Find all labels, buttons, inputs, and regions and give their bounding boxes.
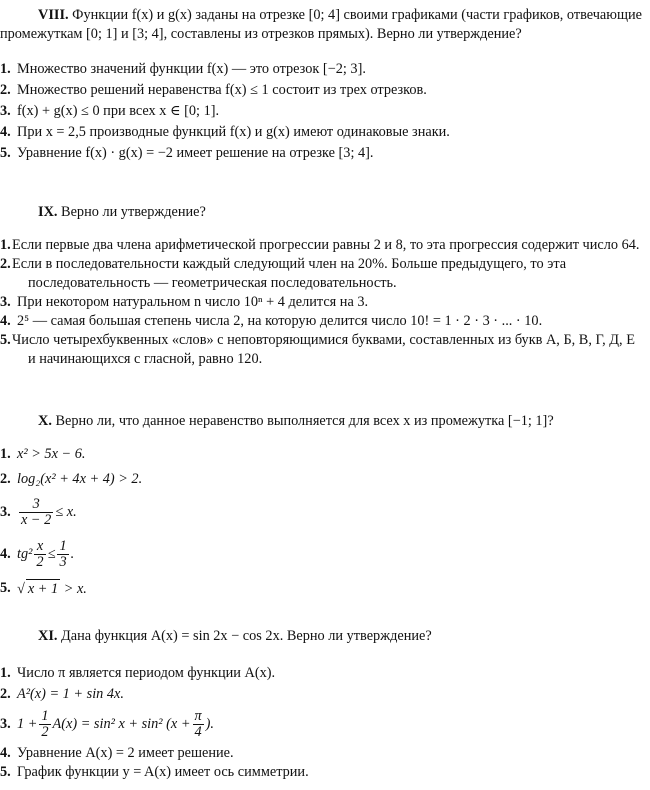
section-heading-text: Дана функция A(x) = sin 2x − cos 2x. Верно ли утверждение? <box>61 628 432 644</box>
section-numeral: VIII. <box>38 7 69 23</box>
section-heading-text: Верно ли, что данное неравенство выполняется для всех x из промежутка [−1; 1]? <box>55 413 554 429</box>
section-heading-text: Верно ли утверждение? <box>61 204 206 220</box>
item-number: 2. <box>0 82 11 98</box>
fraction-denominator: 2 <box>41 723 49 740</box>
item-text: Множество решений неравенства f(x) ≤ 1 состоит из трех отрезков. <box>17 82 427 98</box>
section-heading <box>0 412 642 431</box>
item-text: График функции y = A(x) имеет ось симметрии. <box>17 764 309 780</box>
fraction <box>57 539 68 570</box>
statement-list <box>0 60 642 163</box>
item-text: > x. <box>63 581 87 597</box>
item-text: ≤ <box>47 545 56 562</box>
item-number: 2. <box>0 471 11 487</box>
item-number: 1. <box>0 237 11 253</box>
list-item <box>0 704 642 744</box>
fraction-denominator: 2 <box>36 553 44 570</box>
list-item <box>0 144 642 163</box>
item-text: log₂(x² + 4x + 4) > 2. <box>17 471 143 487</box>
fraction-numerator: 1 <box>41 707 49 724</box>
list-item <box>0 123 642 142</box>
fraction <box>34 539 45 570</box>
section-numeral: XI. <box>38 628 58 644</box>
list-item <box>0 685 642 704</box>
section-viii <box>0 6 642 163</box>
item-number: 5. <box>0 145 11 161</box>
item-number: 3. <box>0 716 11 732</box>
section-x <box>0 412 642 599</box>
fraction <box>19 497 53 528</box>
item-number: 5. <box>0 332 11 348</box>
list-item <box>0 293 642 312</box>
list-item <box>0 331 642 369</box>
item-number: 1. <box>0 446 11 462</box>
item-number: 1. <box>0 665 11 681</box>
section-ix <box>0 203 642 369</box>
section-heading-text: Функции f(x) и g(x) заданы на отрезке [0; 4] своими графиками (части графиков, отвечающие промежуткам [0; 1] и [3; 4], составлены из отрезков прямых). Верно ли утверждение? <box>0 7 642 42</box>
item-number: 5. <box>0 764 11 780</box>
list-item <box>0 102 642 121</box>
item-text: Уравнение A(x) = 2 имеет решение. <box>17 745 234 761</box>
statement-list <box>0 664 642 782</box>
list-item <box>0 470 642 489</box>
section-heading <box>0 203 642 222</box>
item-text: Если первые два члена арифметической прогрессии равны 2 и 8, то эта прогрессия содержит число 64. <box>12 237 640 253</box>
fraction-numerator: 1 <box>59 537 67 554</box>
fraction-numerator: π <box>194 707 202 724</box>
item-text: Если в последовательности каждый следующий член на 20%. Больше предыдущего, то эта последовательность — геометрическая последовательность. <box>12 256 567 291</box>
item-text: Уравнение f(x) · g(x) = −2 имеет решение на отрезке [3; 4]. <box>17 145 374 161</box>
list-item <box>0 312 642 331</box>
section-heading <box>0 6 642 44</box>
item-number: 2. <box>0 686 11 702</box>
section-numeral: IX. <box>38 204 58 220</box>
sqrt-radicand: x + 1 <box>27 581 59 597</box>
fraction-denominator: 3 <box>59 553 67 570</box>
item-text: 1 + <box>17 715 38 732</box>
item-text: При некотором натуральном n число 10ⁿ + 4 делится на 3. <box>17 294 369 310</box>
list-item <box>0 445 642 464</box>
section-xi <box>0 627 642 782</box>
fraction <box>193 709 204 740</box>
list-item <box>0 533 642 575</box>
item-number: 1. <box>0 61 11 77</box>
item-text: Число четырехбуквенных «слов» с неповторяющимися буквами, составленных из букв А, Б, В, Г, Д, Е и начинающихся с гласной, равно 120. <box>12 332 635 367</box>
section-heading <box>0 627 642 646</box>
item-text: x² > 5x − 6. <box>17 446 86 462</box>
fraction-denominator: 4 <box>194 723 202 740</box>
item-number: 5. <box>0 580 11 596</box>
item-text: . <box>70 545 75 562</box>
item-number: 2. <box>0 256 11 272</box>
list-item <box>0 744 642 763</box>
list-item <box>0 60 642 79</box>
item-text: A(x) = sin² x + sin² (x + <box>52 715 191 732</box>
fraction-denominator: x − 2 <box>21 511 52 528</box>
item-number: 3. <box>0 294 11 310</box>
statement-list <box>0 236 642 369</box>
item-text: Множество значений функции f(x) — это отрезок [−2; 3]. <box>17 61 366 77</box>
list-item <box>0 491 642 533</box>
section-numeral: X. <box>38 413 52 429</box>
list-item <box>0 81 642 100</box>
list-item <box>0 579 642 599</box>
list-item <box>0 763 642 782</box>
item-number: 4. <box>0 124 11 140</box>
list-item <box>0 236 642 255</box>
item-text: A²(x) = 1 + sin 4x. <box>17 686 124 702</box>
item-text: tg² <box>17 545 33 562</box>
item-number: 3. <box>0 504 11 520</box>
item-text: 2⁵ — самая большая степень числа 2, на которую делится число 10! = 1 · 2 · 3 · ... · 10. <box>17 313 543 329</box>
statement-list <box>0 445 642 599</box>
item-text: При x = 2,5 производные функций f(x) и g(x) имеют одинаковые знаки. <box>17 124 450 140</box>
item-number: 4. <box>0 546 11 562</box>
list-item <box>0 664 642 683</box>
fraction-numerator: 3 <box>19 497 53 513</box>
item-number: 4. <box>0 313 11 329</box>
item-text: ≤ x. <box>55 503 77 520</box>
sqrt-expression: √ x + 1 <box>17 581 59 597</box>
fraction <box>39 709 50 740</box>
item-text: ). <box>205 715 215 732</box>
item-text: f(x) + g(x) ≤ 0 при всех x ∈ [0; 1]. <box>17 103 220 119</box>
fraction-numerator: x <box>34 539 45 555</box>
item-number: 3. <box>0 103 11 119</box>
item-text: Число π является периодом функции A(x). <box>17 665 276 681</box>
list-item <box>0 255 642 293</box>
item-number: 4. <box>0 745 11 761</box>
